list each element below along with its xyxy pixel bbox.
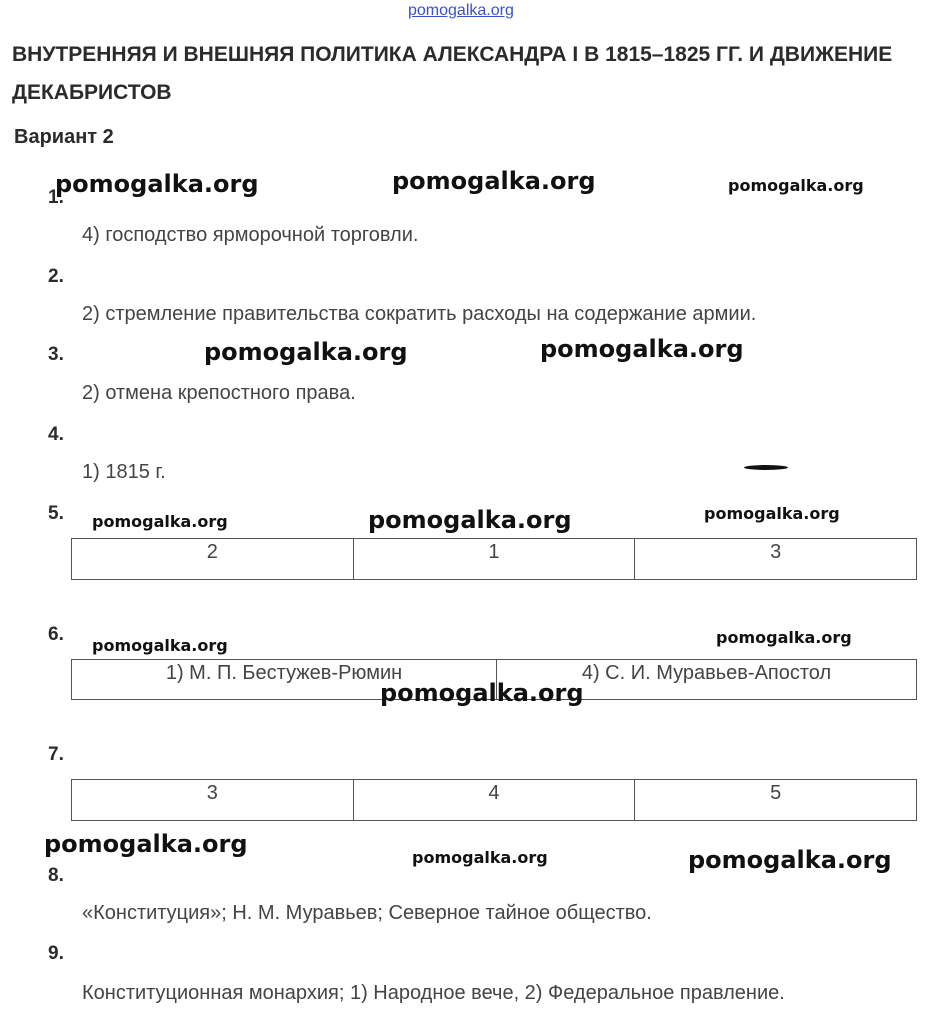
watermark-text: pomogalka.org [688,846,892,874]
watermark-text: pomogalka.org [92,636,228,655]
question-number: 8. [48,865,64,886]
table-cell: 4) С. И. Муравьев-Апостол [497,660,917,700]
question-number: 4. [48,424,64,445]
page-title: ВНУТРЕННЯЯ И ВНЕШНЯЯ ПОЛИТИКА АЛЕКСАНДРА I В 1815–1825 ГГ. И ДВИЖЕНИЕ ДЕКАБРИСТОВ [12,43,893,104]
question-number: 3. [48,344,64,365]
watermark-text: pomogalka.org [92,512,228,531]
question-number: 5. [48,503,64,524]
question-number: 7. [48,744,64,765]
watermark-text: pomogalka.org [44,830,248,858]
question-number: 9. [48,943,64,964]
watermark-text: pomogalka.org [704,504,840,523]
question-number: 1. [48,187,64,208]
site-link[interactable]: pomogalka.org [408,2,514,19]
table-cell: 3 [635,539,917,580]
watermark-text: pomogalka.org [540,335,744,363]
table-cell: 1) М. П. Бестужев-Рюмин [72,660,497,700]
table-cell: 5 [635,780,917,821]
question-number: 6. [48,624,64,645]
answer-text: Конституционная монархия; 1) Народное вече, 2) Федеральное правление. [82,982,785,1004]
answer-text: 2) стремление правительства сократить расходы на содержание армии. [82,303,757,325]
answer-text: 4) господство ярморочной торговли. [82,224,419,246]
watermark-text: pomogalka.org [728,176,864,195]
table-row [72,539,917,580]
watermark-text: pomogalka.org [412,848,548,867]
table-row [72,780,917,821]
table-cell: 2 [72,539,354,580]
table-cell: 1 [353,539,635,580]
table-cell: 3 [72,780,354,821]
question-number: 2. [48,266,64,287]
watermark-text: pomogalka.org [380,679,584,707]
answer-text: «Конституция»; Н. М. Муравьев; Северное тайное общество. [82,902,652,924]
answer-table [71,779,917,821]
answer-table [71,538,917,580]
watermark-text: pomogalka.org [204,338,408,366]
variant-heading: Вариант 2 [14,126,114,148]
table-cell: 4 [353,780,635,821]
answer-text: 2) отмена крепостного права. [82,382,356,404]
answer-text: 1) 1815 г. [82,461,166,483]
watermark-text: pomogalka.org [716,628,852,647]
ink-mark [744,465,788,470]
watermark-text: pomogalka.org [392,167,596,195]
watermark-text: pomogalka.org [368,506,572,534]
watermark-text: pomogalka.org [55,170,259,198]
